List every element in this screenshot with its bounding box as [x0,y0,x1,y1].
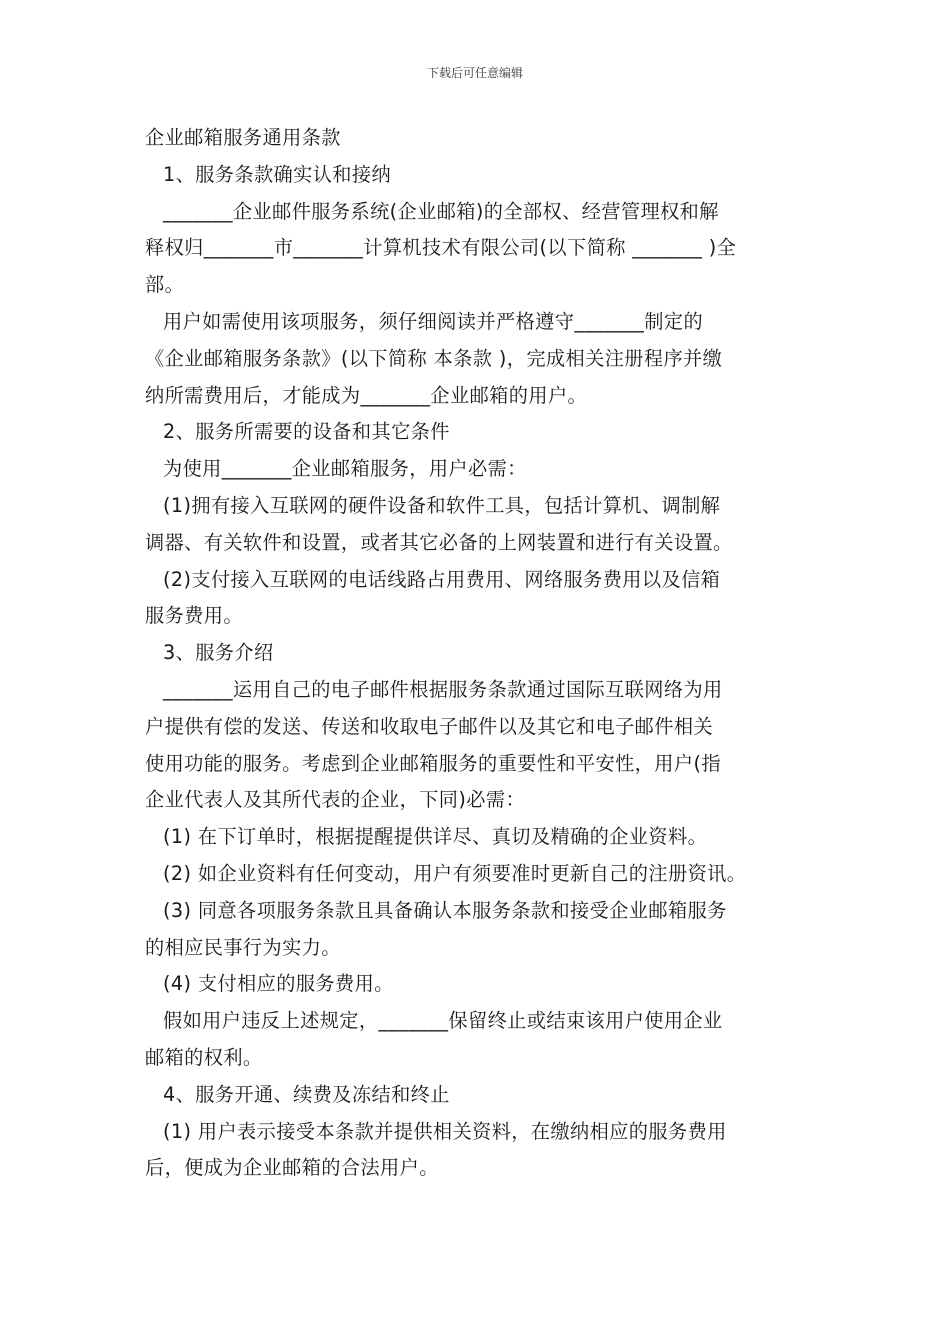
document-line: 服务费用。 [145,604,243,628]
document-line: 企业代表人及其所代表的企业，下同)必需： [145,788,526,812]
document-line: 部。 [145,273,185,297]
document-line: (2)支付接入互联网的电话线路占用费用、网络服务费用以及信箱 [163,567,721,591]
document-line: 邮箱的权利。 [145,1045,263,1069]
document-line: (4) 支付相应的服务费用。 [163,972,394,996]
document-line: 3、服务介绍 [163,641,274,665]
document-line: 户提供有偿的发送、传送和收取电子邮件以及其它和电子邮件相关 [145,714,714,738]
document-line: _______运用自己的电子邮件根据服务条款通过国际互联网络为用 [163,677,723,701]
document-line: 调器、有关软件和设置，或者其它必备的上网装置和进行有关设置。 [145,530,733,554]
document-line: 《企业邮箱服务条款》(以下简称 本条款 )，完成相关注册程序并缴 [145,346,723,370]
document-body [145,120,807,1187]
document-line: 2、服务所需要的设备和其它条件 [163,420,450,444]
document-line: 假如用户违反上述规定，_______保留终止或结束该用户使用企业 [163,1009,723,1033]
document-line: 4、服务开通、续费及冻结和终止 [163,1082,450,1106]
document-line: _______企业邮件服务系统(企业邮箱)的全部权、经营管理权和解 [163,199,719,223]
document-line: 企业邮箱服务通用条款 [145,126,341,149]
document-line: 纳所需费用后，才能成为_______企业邮箱的用户。 [145,383,588,407]
document-line: 后，便成为企业邮箱的合法用户。 [145,1156,439,1180]
document-line: 用户如需使用该项服务，须仔细阅读并严格遵守_______制定的 [163,309,704,333]
document-line: 为使用_______企业邮箱服务，用户必需： [163,457,527,481]
document-line: (3) 同意各项服务条款且具备确认本服务条款和接受企业邮箱服务 [163,898,727,922]
document-line: (2) 如企业资料有任何变动，用户有须要准时更新自己的注册资讯。 [163,861,747,885]
document-line: 释权归_______市_______计算机技术有限公司(以下简称 _______ )全 [145,236,737,260]
document-line: (1) 用户表示接受本条款并提供相关资料，在缴纳相应的服务费用 [163,1119,727,1143]
document-line: 的相应民事行为实力。 [145,935,341,959]
document-line: (1) 在下订单时，根据提醒提供详尽、真切及精确的企业资料。 [163,825,708,849]
document-line: (1)拥有接入互联网的硬件设备和软件工具，包括计算机、调制解 [163,493,721,517]
document-line: 使用功能的服务。考虑到企业邮箱服务的重要性和平安性，用户(指 [145,751,721,775]
page-header: 下载后可任意编辑 [426,66,523,80]
document-line: 1、服务条款确实认和接纳 [163,162,392,186]
